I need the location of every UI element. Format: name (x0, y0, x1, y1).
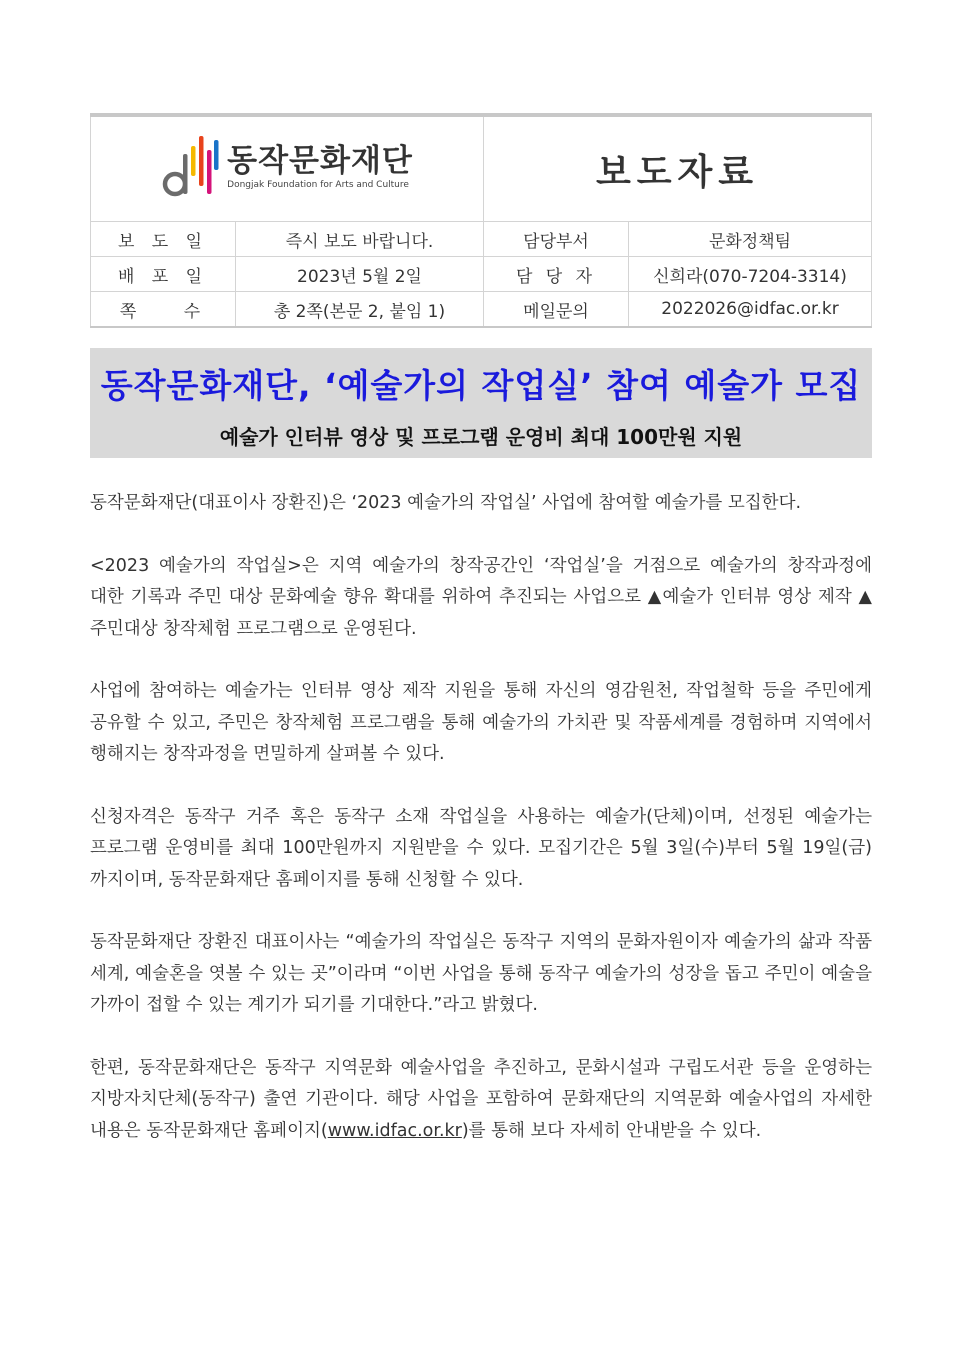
info-value: 2022026@idfac.or.kr (629, 292, 872, 328)
info-value: 2023년 5월 2일 (236, 257, 484, 292)
press-release-title-cell (484, 115, 872, 222)
info-row-pages (91, 292, 872, 328)
info-row-release-date (91, 222, 872, 257)
logo-subtitle: Dongjak Foundation for Arts and Culture (227, 179, 409, 190)
info-label: 보 도 일 (91, 222, 236, 257)
paragraph-2: <2023 예술가의 작업실>은 지역 예술가의 창작공간인 ‘작업실’을 거점으로 예술가의 창작과정에 대한 기록과 주민 대상 문화예술 향유 확대를 위하여 추진되는 사업으로 ▲예술가 인터뷰 영상 제작 ▲주민대상 창작체험 프로그램으로 운영된다. (90, 555, 872, 639)
homepage-link[interactable]: www.idfac.or.kr (327, 1120, 462, 1141)
headline-title: 동작문화재단, ‘예술가의 작업실’ 참여 예술가 모집 (100, 366, 862, 405)
info-label: 담당부서 (484, 222, 629, 257)
info-label: 담 당 자 (484, 257, 629, 292)
paragraph-6 (90, 1053, 872, 1148)
foundation-logo (161, 132, 413, 202)
logo-cell (91, 115, 484, 222)
info-row-distribution-date (91, 257, 872, 292)
paragraph-6-text-end: )를 통해 보다 자세히 안내받을 수 있다. (461, 1120, 762, 1141)
paragraph-6-text: 한편, 동작문화재단은 동작구 지역문화 예술사업을 추진하고, 문화시설과 구립도서관 등을 운영하는 지방자치단체(동작구) 출연 기관이다. 해당 사업을 포함하여 문화재단의 지역문화 예술사업의 자세한 내용은 동작문화재단 홈페이지( (90, 1057, 872, 1141)
paragraph-5: 동작문화재단 장환진 대표이사는 “예술가의 작업실은 동작구 지역의 문화자원이자 예술가의 삶과 작품 세계, 예술혼을 엿볼 수 있는 곳”이라며 “이번 사업을 통해 동작구 예술가의 성장을 돕고 주민이 예술을 가까이 접할 수 있는 계기가 되기를 기대한다.”라고 밝혔다. (90, 932, 872, 1015)
info-value: 신희라(070-7204-3314) (629, 257, 872, 292)
paragraph-1: 동작문화재단(대표이사 장환진)은 ‘2023 예술가의 작업실’ 사업에 참여할 예술가를 모집한다. (90, 493, 802, 513)
headline-subtitle: 예술가 인터뷰 영상 및 프로그램 운영비 최대 100만원 지원 (219, 425, 743, 449)
info-value: 문화정책팀 (629, 222, 872, 257)
info-value: 총 2쪽(본문 2, 붙임 1) (236, 292, 484, 328)
logo-name: 동작문화재단 (227, 142, 413, 179)
article-body (90, 488, 872, 1178)
info-label: 메일문의 (484, 292, 629, 328)
info-label: 배 포 일 (91, 257, 236, 292)
paragraph-4: 신청자격은 동작구 거주 혹은 동작구 소재 작업실을 사용하는 예술가(단체)이며, 선정된 예술가는 프로그램 운영비를 최대 100만원까지 지원받을 수 있다. 모집기간은 5월 3일(수)부터 5월 19일(금)까지이며, 동작문화재단 홈페이지를 통해 신청할 수 있다. (90, 806, 872, 890)
info-value: 즉시 보도 바랍니다. (236, 222, 484, 257)
press-release-title: 보도자료 (595, 151, 760, 193)
info-label: 쪽 수 (91, 292, 236, 328)
foundation-logo-mark-icon (161, 132, 219, 202)
headline-box (90, 348, 872, 458)
paragraph-3: 사업에 참여하는 예술가는 인터뷰 영상 제작 지원을 통해 자신의 영감원천, 작업철학 등을 주민에게 공유할 수 있고, 주민은 창작체험 프로그램을 통해 예술가의 가치관 및 작품세계를 경험하며 지역에서 행해지는 창작과정을 면밀하게 살펴볼 수 있다. (90, 681, 872, 764)
press-info-table (90, 113, 872, 328)
